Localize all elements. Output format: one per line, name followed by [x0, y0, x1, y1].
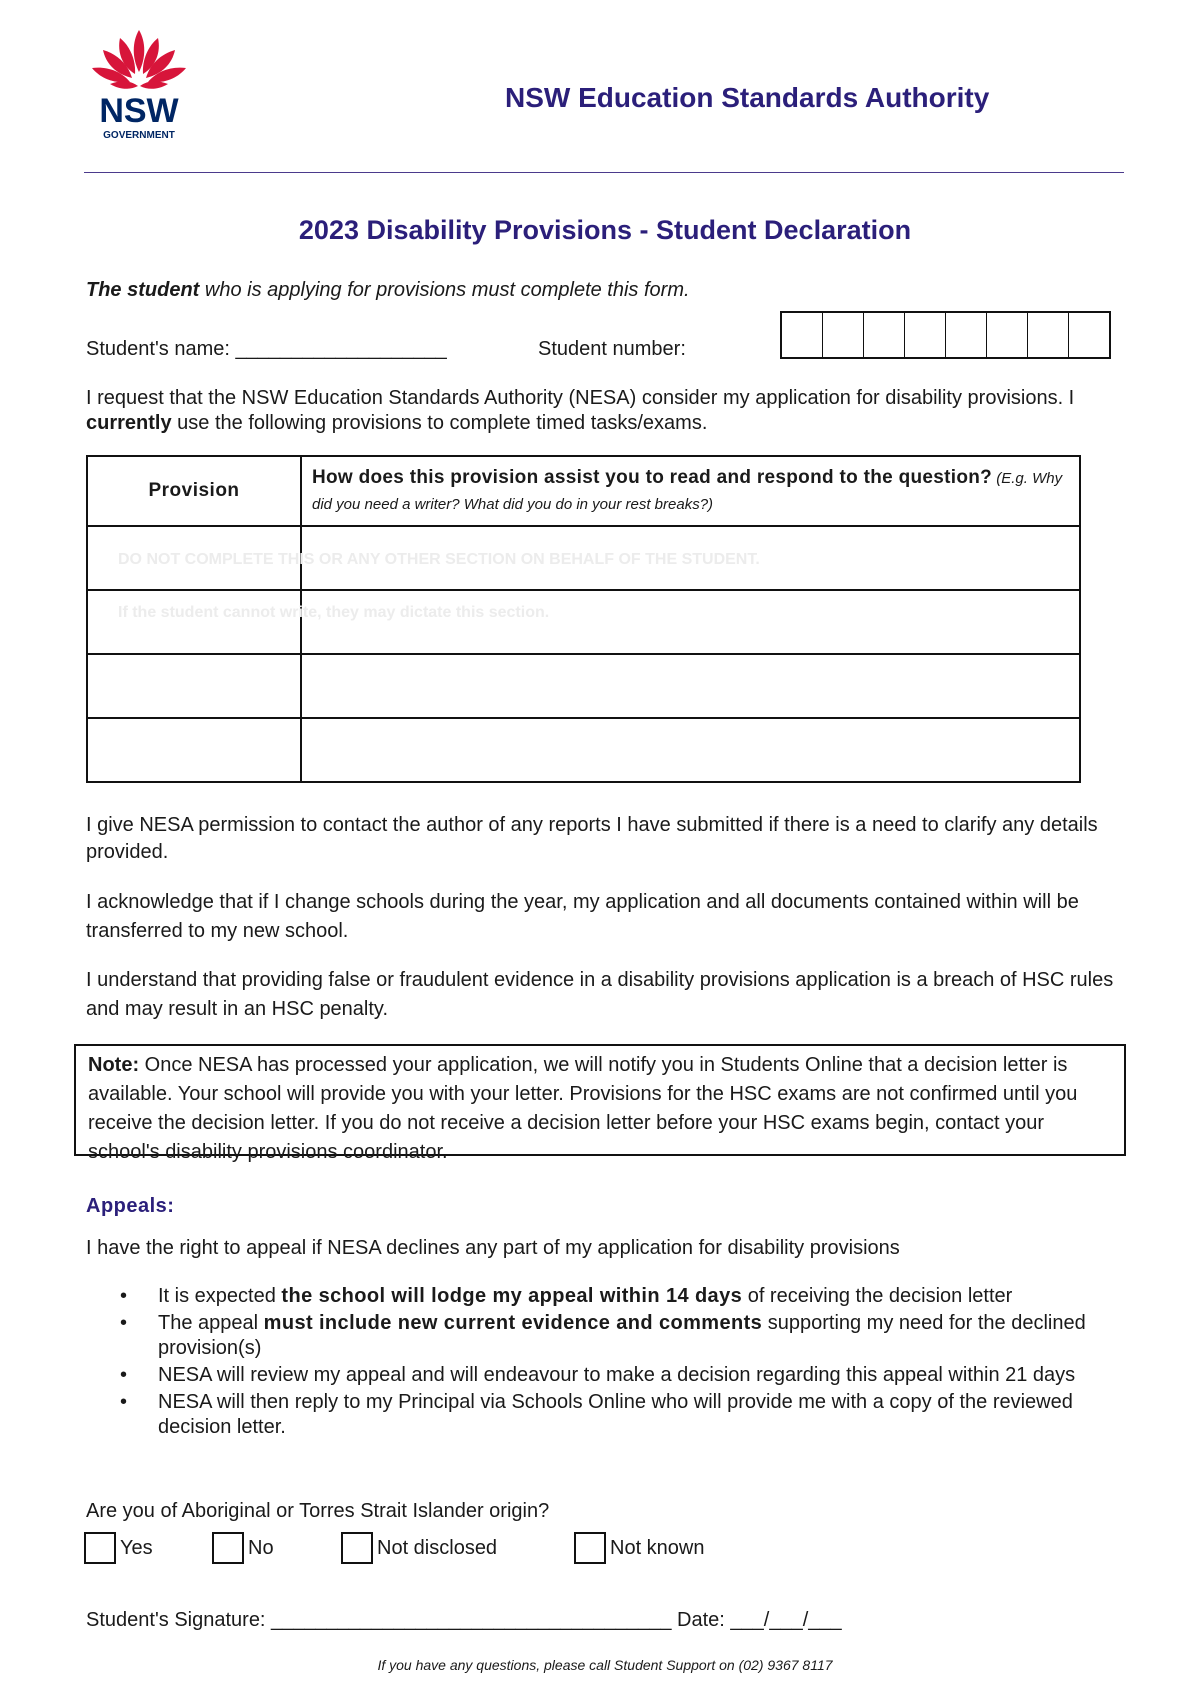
assist-cell[interactable]: [301, 590, 1080, 654]
table-row: [87, 718, 1080, 782]
list-item: • NESA will then reply to my Principal via Schools Online who will provide me with a copy of the reviewed decision letter.: [86, 1390, 1116, 1440]
appeals-intro: I have the right to appeal if NESA declines any part of my application for disability provisions: [86, 1237, 900, 1259]
request-bold: currently: [86, 412, 172, 434]
student-number-cell[interactable]: [782, 313, 823, 357]
student-number-cell[interactable]: [946, 313, 987, 357]
student-number-cell[interactable]: [905, 313, 946, 357]
table-row: [87, 654, 1080, 718]
provision-cell[interactable]: [87, 718, 301, 782]
student-number-cell[interactable]: [1069, 313, 1109, 357]
student-name-field[interactable]: Student's name: ___________________: [86, 338, 447, 360]
transfer-statement: I acknowledge that if I change schools during the year, my application and all documents contained within will be transferred to my new school.: [86, 891, 1079, 942]
note-box: [74, 1044, 1126, 1163]
student-number-boxes[interactable]: [780, 311, 1111, 359]
nsw-government-logo: [86, 28, 192, 144]
footer-contact: If you have any questions, please call Student Support on (02) 9367 8117: [377, 1657, 833, 1673]
student-number-cell[interactable]: [987, 313, 1028, 357]
student-number-cell[interactable]: [864, 313, 905, 357]
signature-date-line[interactable]: Student's Signature: ____________________________________ Date: ___/___/___: [86, 1609, 842, 1631]
origin-option-not-disclosed[interactable]: [341, 1532, 497, 1564]
note-label: Note:: [88, 1054, 140, 1076]
assist-cell[interactable]: [301, 654, 1080, 718]
watermark-dictate: If the student cannot write, they may dictate this section.: [118, 604, 550, 621]
checkbox[interactable]: [84, 1532, 116, 1564]
provision-column-header: Provision: [87, 456, 301, 526]
intro-bold: The student: [86, 279, 200, 301]
origin-option-not-known[interactable]: [574, 1532, 705, 1564]
student-number-cell[interactable]: [1028, 313, 1069, 357]
intro-text: [86, 278, 690, 303]
provision-cell[interactable]: [87, 590, 301, 654]
intro-rest: who is applying for provisions must complete this form.: [199, 279, 690, 301]
request-paragraph: I request that the NSW Education Standards Authority (NESA) consider my application for disability provisions. I currently use the following provisions to complete timed tasks/exams.: [86, 387, 1075, 434]
provision-cell[interactable]: [87, 654, 301, 718]
appeals-heading: Appeals:: [86, 1195, 175, 1217]
origin-option-yes[interactable]: [84, 1532, 153, 1564]
checkbox[interactable]: [341, 1532, 373, 1564]
note-text: Once NESA has processed your application, we will notify you in Students Online that a decision letter is available. Your school will provide you with your letter. Provisions for the HSC exams are not confirmed until you receive the decision letter. If you do not receive a decision letter before your HSC exams begin, contact your school's disability provisions coordinator.: [88, 1054, 1078, 1163]
student-number-label: Student number:: [538, 338, 686, 360]
option-label: Yes: [120, 1536, 153, 1559]
form-title: 2023 Disability Provisions - Student Declaration: [298, 215, 912, 245]
list-item: • NESA will review my appeal and will endeavour to make a decision regarding this appeal within 21 days: [86, 1363, 1116, 1388]
assist-column-header: How does this provision assist you to read and respond to the question? (E.g. Why did you need a writer? What did you do in your rest breaks?): [301, 456, 1080, 526]
list-item: • The appeal must include new current evidence and comments supporting my need for the declined provision(s): [86, 1311, 1116, 1361]
permission-statement: I give NESA permission to contact the author of any reports I have submitted if there is a need to clarify any details provided.: [86, 814, 1098, 863]
table-row: [87, 590, 1080, 654]
appeals-list: [86, 1284, 1116, 1442]
list-item: • It is expected the school will lodge my appeal within 14 days of receiving the decision letter: [86, 1284, 1116, 1309]
organisation-name: NSW Education Standards Authority: [505, 82, 990, 113]
option-label: Not disclosed: [377, 1536, 498, 1559]
header-divider: [84, 172, 1124, 173]
option-label: Not known: [610, 1536, 705, 1559]
origin-question: Are you of Aboriginal or Torres Strait Islander origin?: [86, 1500, 550, 1522]
student-number-cell[interactable]: [823, 313, 864, 357]
logo-text: NSW: [99, 92, 179, 130]
option-label: No: [248, 1536, 274, 1559]
logo-subtext: GOVERNMENT: [103, 130, 175, 141]
checkbox[interactable]: [212, 1532, 244, 1564]
watermark-warning: DO NOT COMPLETE THIS OR ANY OTHER SECTION ON BEHALF OF THE STUDENT.: [118, 551, 760, 568]
assist-column-hint: E.g. Why did you need a writer? What did you do in your rest breaks?): [312, 470, 1063, 513]
origin-option-no[interactable]: [212, 1532, 274, 1564]
assist-cell[interactable]: [301, 718, 1080, 782]
table-header-row: [87, 456, 1080, 526]
checkbox[interactable]: [574, 1532, 606, 1564]
fraud-statement: I understand that providing false or fraudulent evidence in a disability provisions application is a breach of HSC rules and may result in an HSC penalty.: [86, 969, 1114, 1020]
